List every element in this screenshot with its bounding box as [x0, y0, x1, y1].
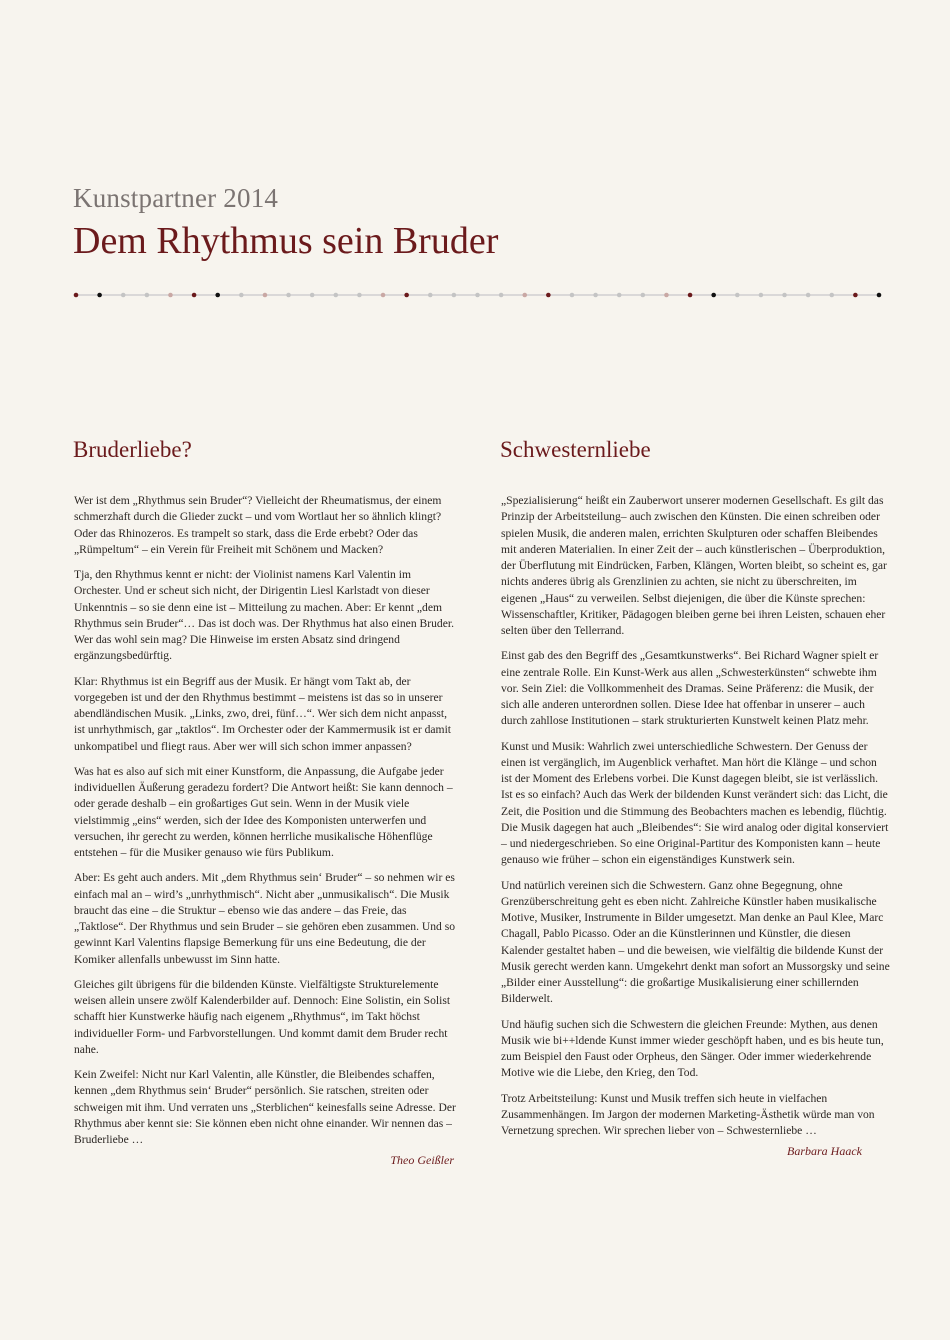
page-title: Dem Rhythmus sein Bruder: [73, 220, 499, 262]
column-bruderliebe: [73, 432, 458, 1168]
decorative-dot: [428, 293, 433, 298]
paragraph: Klar: Rhythmus ist ein Begriff aus der Musik. Er hängt vom Takt ab, der vorgegeben ist und der den Rhythmus bestimmt – meistens ist das so in unserer abendländischen Musik. „Links, zwo, drei, fünf…“. Wer sich dem nicht anpasst, ist unrhythmisch, gar „taktlos“. Im Orchester oder der Kammermusik ist er damit unkompatibel und fliegt raus. Aber wer will sich schon immer anpassen?: [74, 674, 452, 753]
decorative-dot: [192, 293, 197, 298]
decorative-dot: [735, 293, 740, 298]
paragraph: Aber: Es geht auch anders. Mit „dem Rhythmus sein‘ Bruder“ – so nehmen wir es einfach mal an – wird’s „unrhythmisch“. Nicht aber „unmusikalisch“. Die Musik braucht das eine – die Struktur – ebenso wie das andere – das Freie, das „Taktlose“. Der Rhythmus und sein Bruder – sie gehören eben zusammen. Und so gewinnt Karl Valentins flapsige Bemerkung für uns eine Bedeutung, die der Komiker allenfalls unbewusst im Sinn hatte.: [74, 871, 456, 966]
page-header: [73, 180, 883, 266]
paragraph: Was hat es also auf sich mit einer Kunstform, die Anpassung, die Aufgabe jeder individuellen Äußerung geradezu fordert? Die Antwort heißt: Sie kann dennoch – oder gerade deshalb – ein großartiges Gut sein. Wenn in der Musik viele vielstimmig „eins“ werden, sich der Idee des Komponisten unterwerfen und versuchen, ihr gerecht zu werden, können herrliche musikalische Höhenflüge entstehen – für die Musiker genauso wie fürs Publikum.: [74, 764, 453, 859]
article-body-right: [500, 493, 890, 1139]
decorative-dot: [145, 293, 150, 298]
decorative-dot: [310, 293, 315, 298]
column-schwesternliebe: [500, 432, 890, 1159]
decorative-dot: [381, 293, 386, 298]
decorative-dot: [688, 293, 693, 298]
decorative-dot: [877, 293, 882, 298]
decorative-dot: [570, 293, 575, 298]
paragraph: Kein Zweifel: Nicht nur Karl Valentin, alle Künstler, die Bleibendes schaffen, kennen „dem Rhythmus sein‘ Bruder“ persönlich. Sie ratschen, streiten oder schweigen mit ihm. Und verraten uns „Sterblichen“ keinesfalls seine Adresse. Der Rhythmus aber kennt sie: Sie können eben nicht ohne einander. Wir nennen das – Bruderliebe …: [74, 1068, 456, 1146]
decorative-dot: [711, 293, 716, 298]
author-signature: Theo Geißler: [390, 1153, 454, 1168]
decorative-dot: [286, 293, 291, 298]
paragraph: Und natürlich vereinen sich die Schwestern. Ganz ohne Begegnung, ohne Grenzüberschreitung geht es eben nicht. Zahlreiche Künstler haben musikalische Motive, Musiker, Instrumente in Bilder umgesetzt. Man denke an Paul Klee, Marc Chagall, Pablo Picasso. Oder an die Künstlerinnen und Künstler, die diesen Kalender gestaltet haben – und die beweisen, wie vielfältig die bildende Kunst der Musik gerecht werden kann. Umgekehrt denkt man sofort an Mussorgsky und seine „Bilder einer Ausstellung“: die großartige Musikalisierung einer schillernden Bilderwelt.: [501, 878, 890, 1006]
decorative-dot: [452, 293, 457, 298]
paragraph: Tja, den Rhythmus kennt er nicht: der Violinist namens Karl Valentin im Orchester. Und er scheut sich nicht, der Dirigentin Liesl Karlstadt von dieser Unkenntnis – so sie denn eine ist – Mitteilung zu machen. Aber: Er kennt „dem Rhythmus sein Bruder“… Das ist doch was. Der Rhythmus hat also einen Bruder. Wer das wohl sein mag? Die Hinweise im ersten Absatz sind dringend ergänzungsbedürftig.: [74, 568, 454, 663]
decorative-dot: [74, 293, 79, 298]
paragraph: Wer ist dem „Rhythmus sein Bruder“? Vielleicht der Rheumatismus, der einem schmerzhaft durch die Glieder zuckt – und vom Wortlaut her so ähnlich klingt? Oder das Rhinozeros. Es trampelt so stark, dass die Erde erbebt? Oder das „Rümpeltum“ – ein Verein für Freiheit mit Schönem und Macken?: [74, 494, 442, 556]
article-body-left: [73, 493, 458, 1148]
decorative-dot: [475, 293, 480, 298]
paragraph: Trotz Arbeitsteilung: Kunst und Musik treffen sich heute in vielfachen Zusammenhängen. Im Jargon der modernen Marketing-Ästhetik würde man von Vernetzung sprechen. Wir sprechen lieber von – Schwesternliebe …: [501, 1091, 875, 1137]
decorative-dot: [759, 293, 764, 298]
decorative-dot: [239, 293, 244, 298]
decorative-dot: [617, 293, 622, 298]
section-heading-bruderliebe: Bruderliebe?: [73, 437, 192, 462]
paragraph: Und häufig suchen sich die Schwestern die gleichen Freunde: Mythen, aus denen Musik wie bi++ldende Kunst immer wieder geschöpft haben, und es bis heute tun, zum Beispiel den Faust oder Orpheus, den Sänger. Oder immer wiederkehrende Motive wie die Liebe, den Krieg, den Tod.: [501, 1017, 884, 1080]
paragraph: Einst gab des den Begriff des „Gesamtkunstwerks“. Bei Richard Wagner spielt er eine zentrale Rolle. Ein Kunst-Werk aus allen „Schwesterkünsten“ schwebte ihm vor. Sein Ziel: die Vollkommenheit des Dramas. Seine Präferenz: die Musik, der sich alle anderen unterordnen sollen. Diese Idee hat offenbar in unserer – auch durch zahllose Institutionen – stark strukturierten Kunstwelt keinen Platz mehr.: [501, 649, 879, 728]
decorative-dot: [215, 293, 220, 298]
decorative-dot: [121, 293, 126, 298]
decorative-dot: [641, 293, 646, 298]
decorative-dot: [333, 293, 338, 298]
dot-line-graphic: [73, 287, 883, 303]
decorative-dot: [664, 293, 669, 298]
decorative-dot: [782, 293, 787, 298]
section-heading-schwesternliebe: Schwesternliebe: [500, 437, 651, 462]
author-signature: Barbara Haack: [787, 1144, 862, 1159]
decorative-dot: [546, 293, 551, 298]
paragraph: „Spezialisierung“ heißt ein Zauberwort unserer modernen Gesellschaft. Es gilt das Prinzip der Arbeitsteilung– auch zwischen den Künsten. Die einen schreiben oder spielen Musik, die anderen malen, errichten Skulpturen oder schaffen Bleibendes mit anderen Materialien. In einer Zeit der – auch künstlerischen – Überproduktion, der Überflutung mit Eindrücken, Farben, Klängen, Worten bleibt, so scheint es, gar nichts anderes übrig als Grenzlinien zu achten, sie nicht zu überschreiten, im eigenen „Haus“ zu verweilen. Selbst diejenigen, die über die Künste sprechen: Wissenschaftler, Kritiker, Pädagogen bleiben gerne bei ihren Leisten, schauen eher selten über den Tellerrand.: [501, 494, 887, 637]
decorative-dot: [593, 293, 598, 298]
kicker: Kunstpartner 2014: [73, 183, 279, 213]
decorative-dot: [853, 293, 858, 298]
decorative-dot: [404, 293, 409, 298]
decorative-dot: [829, 293, 834, 298]
decorative-dot: [806, 293, 811, 298]
decorative-dot: [357, 293, 362, 298]
decorative-dot: [263, 293, 268, 298]
decorative-dot: [168, 293, 173, 298]
paragraph: Gleiches gilt übrigens für die bildenden Künste. Vielfältigste Strukturelemente weisen allein unsere zwölf Kalenderbilder auf. Dennoch: Eine Solistin, ein Solist schafft hier Kunstwerke häufig nach eigenem „Rhythmus“, im Takt höchst individueller Form- und Farbvorstellungen. Und kommt damit dem Bruder recht nahe.: [74, 977, 451, 1056]
paragraph: Kunst und Musik: Wahrlich zwei unterschiedliche Schwestern. Der Genuss der einen ist vergänglich, im Augenblick verhaftet. Man hört die Klänge – und schon ist der Moment des Erlebens vorbei. Die Kunst dagegen bleibt, sie ist verlässlich. Ist es so einfach? Auch das Werk der bildenden Kunst verändert sich: das Licht, die Zeit, die Position und die Stimmung des Beobachters machen es lebendig, flüchtig. Die Musik dagegen hat auch „Bleibendes“: Sie wird analog oder digital konserviert – und niedergeschrieben. So eine Original-Partitur des Komponisten kann – heute genauso wie früher – schon ein eigenständiges Kunstwerk sein.: [501, 739, 889, 867]
decorative-dot: [97, 293, 102, 298]
decorative-dot: [499, 293, 504, 298]
decorative-dot-line: [73, 287, 883, 303]
decorative-dot: [522, 293, 527, 298]
